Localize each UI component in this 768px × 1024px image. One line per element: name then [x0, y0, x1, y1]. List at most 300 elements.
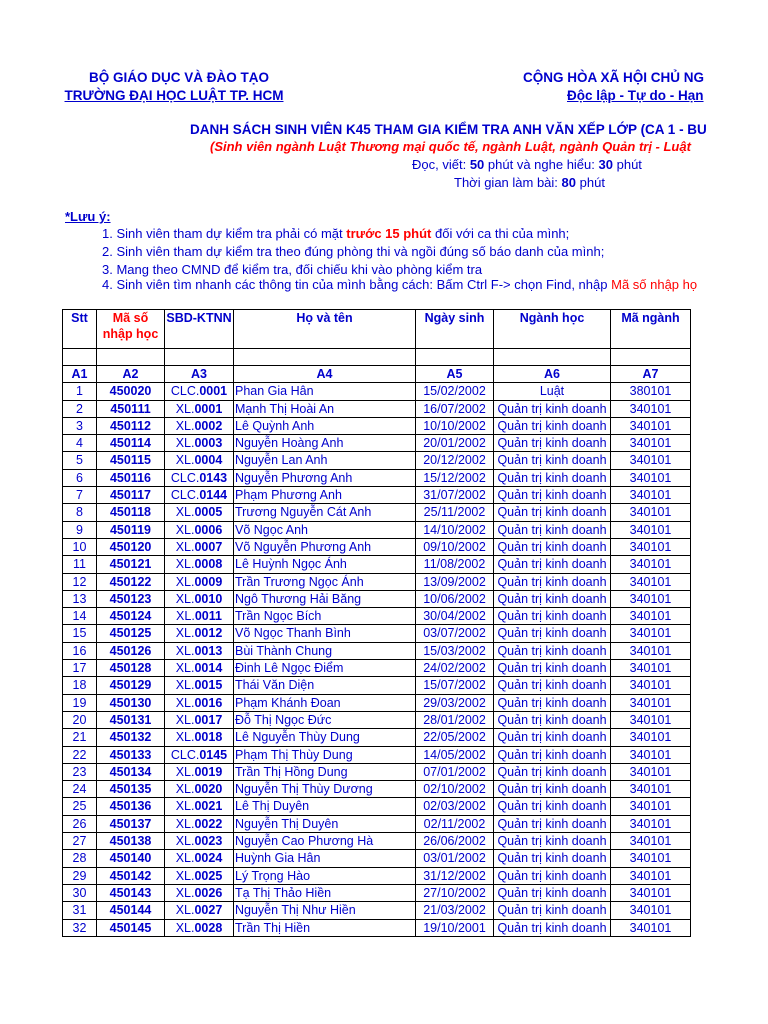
sbd-prefix: XL. — [175, 401, 195, 416]
col-header-sbd: SBD-KTNN — [165, 310, 234, 349]
cell-stt: 18 — [63, 677, 97, 694]
cell-dob: 30/04/2002 — [416, 608, 494, 625]
cell-major: Quản trị kinh doanh — [494, 729, 611, 746]
sbd-prefix: CLC. — [170, 747, 200, 762]
sbd-number: 0001 — [194, 401, 223, 416]
blank-cell — [234, 349, 416, 366]
cell-major-code: 340101 — [611, 884, 691, 901]
sbd-number: 0028 — [194, 920, 223, 935]
cell-major-code: 340101 — [611, 694, 691, 711]
table-row — [63, 833, 691, 850]
cell-stt: 12 — [63, 573, 97, 590]
cell-student-id: 450136 — [97, 798, 165, 815]
cell-name: Phạm Khánh Đoan — [234, 694, 416, 711]
cell-sbd — [165, 763, 234, 780]
cell-major-code: 340101 — [611, 867, 691, 884]
note-4-text: 4. Sinh viên tìm nhanh các thông tin của mình bằng cách: Bấm Ctrl F-> chọn Find, nhập — [102, 277, 608, 292]
cell-name: Tạ Thị Thảo Hiền — [234, 884, 416, 901]
cell-student-id: 450137 — [97, 815, 165, 832]
cell-name: Phạm Thị Thùy Dung — [234, 746, 416, 763]
cell-sbd — [165, 919, 234, 936]
table-row — [63, 452, 691, 469]
cell-sbd — [165, 417, 234, 434]
cell-dob: 16/07/2002 — [416, 400, 494, 417]
cell-name: Nguyễn Hoàng Anh — [234, 435, 416, 452]
cell-stt: 22 — [63, 746, 97, 763]
cell-dob: 28/01/2002 — [416, 711, 494, 728]
cell-major-code: 340101 — [611, 452, 691, 469]
cell-major-code: 340101 — [611, 538, 691, 555]
sbd-number: 0025 — [194, 868, 223, 883]
sbd-prefix: XL. — [175, 574, 195, 589]
blank-cell — [97, 349, 165, 366]
cell-dob: 09/10/2002 — [416, 538, 494, 555]
sbd-prefix: XL. — [176, 609, 195, 624]
cell-major: Quản trị kinh doanh — [494, 521, 611, 538]
listening-minutes: 30 — [598, 157, 613, 172]
table-row — [63, 746, 691, 763]
cell-name: Lê Nguyễn Thùy Dung — [234, 729, 416, 746]
cell-dob: 02/11/2002 — [416, 815, 494, 832]
cell-student-id: 450135 — [97, 781, 165, 798]
cell-name: Trương Nguyễn Cát Anh — [234, 504, 416, 521]
sbd-prefix: XL. — [175, 436, 195, 451]
cell-major: Quản trị kinh doanh — [494, 469, 611, 486]
cell-major-code: 380101 — [611, 383, 691, 400]
sbd-number: 0001 — [199, 384, 228, 399]
cell-dob: 07/01/2002 — [416, 763, 494, 780]
cell-name: Đinh Lê Ngọc Điểm — [234, 660, 416, 677]
cell-stt: 6 — [63, 469, 97, 486]
cell-major: Quản trị kinh doanh — [494, 867, 611, 884]
cell-sbd — [165, 538, 234, 555]
cell-major-code: 340101 — [611, 746, 691, 763]
cell-student-id: 450134 — [97, 763, 165, 780]
cell-dob: 21/03/2002 — [416, 902, 494, 919]
cell-student-id: 450131 — [97, 711, 165, 728]
sbd-number: 0005 — [194, 505, 223, 520]
table-row — [63, 729, 691, 746]
sbd-prefix: XL. — [175, 591, 195, 606]
table-row — [63, 694, 691, 711]
cell-major: Quản trị kinh doanh — [494, 677, 611, 694]
cell-name: Nguyễn Lan Anh — [234, 452, 416, 469]
cell-stt: 23 — [63, 763, 97, 780]
cell-major-code: 340101 — [611, 556, 691, 573]
sbd-prefix: XL. — [175, 764, 195, 779]
cell-major-code: 340101 — [611, 469, 691, 486]
column-code: A3 — [165, 366, 234, 383]
cell-name: Trần Thị Hiền — [234, 919, 416, 936]
cell-dob: 31/07/2002 — [416, 487, 494, 504]
table-row — [63, 625, 691, 642]
cell-major: Quản trị kinh doanh — [494, 417, 611, 434]
cell-sbd — [165, 383, 234, 400]
sbd-number: 0018 — [194, 730, 223, 745]
cell-sbd — [165, 884, 234, 901]
exam-time-suffix: phút — [579, 175, 605, 190]
cell-name: Trần Ngọc Bích — [234, 608, 416, 625]
cell-student-id: 450020 — [97, 383, 165, 400]
cell-dob: 24/02/2002 — [416, 660, 494, 677]
table-row — [63, 711, 691, 728]
cell-major: Quản trị kinh doanh — [494, 781, 611, 798]
cell-dob: 14/10/2002 — [416, 521, 494, 538]
sbd-number: 0143 — [199, 470, 228, 485]
col-header-name: Họ và tên — [234, 310, 416, 349]
cell-dob: 15/12/2002 — [416, 469, 494, 486]
cell-major: Quản trị kinh doanh — [494, 850, 611, 867]
cell-major-code: 340101 — [611, 729, 691, 746]
national-motto: Độc lập - Tự do - Hạn — [567, 88, 704, 103]
cell-student-id: 450112 — [97, 417, 165, 434]
cell-major: Quản trị kinh doanh — [494, 884, 611, 901]
cell-dob: 25/11/2002 — [416, 504, 494, 521]
cell-dob: 20/01/2002 — [416, 435, 494, 452]
cell-major-code: 340101 — [611, 833, 691, 850]
table-row — [63, 660, 691, 677]
sbd-number: 0015 — [194, 678, 223, 693]
blank-cell — [611, 349, 691, 366]
table-row — [63, 417, 691, 434]
cell-student-id: 450142 — [97, 867, 165, 884]
republic-name: CỘNG HÒA XÃ HỘI CHỦ NG — [523, 70, 705, 85]
cell-stt: 32 — [63, 919, 97, 936]
cell-dob: 14/05/2002 — [416, 746, 494, 763]
blank-cell — [494, 349, 611, 366]
cell-name: Thái Văn Diện — [234, 677, 416, 694]
cell-student-id: 450144 — [97, 902, 165, 919]
read-write-minutes: 50 — [469, 157, 485, 172]
cell-dob: 11/08/2002 — [416, 556, 494, 573]
cell-dob: 10/06/2002 — [416, 590, 494, 607]
note-4-emphasis: Mã số nhập họ — [611, 277, 698, 292]
cell-major: Quản trị kinh doanh — [494, 798, 611, 815]
cell-student-id: 450132 — [97, 729, 165, 746]
cell-major-code: 340101 — [611, 798, 691, 815]
cell-major: Quản trị kinh doanh — [494, 573, 611, 590]
sbd-number: 0017 — [194, 712, 223, 727]
cell-stt: 27 — [63, 833, 97, 850]
sbd-prefix: XL. — [175, 661, 195, 676]
cell-major: Quản trị kinh doanh — [494, 590, 611, 607]
cell-name: Phan Gia Hân — [234, 383, 416, 400]
blank-cell — [416, 349, 494, 366]
cell-sbd — [165, 746, 234, 763]
cell-sbd — [165, 902, 234, 919]
table-row — [63, 573, 691, 590]
cell-dob: 15/03/2002 — [416, 642, 494, 659]
cell-major: Quản trị kinh doanh — [494, 538, 611, 555]
sbd-prefix: CLC. — [170, 488, 200, 503]
note-2: 2. Sinh viên tham dự kiểm tra theo đúng phòng thi và ngồi đúng số báo danh của mình; — [102, 244, 605, 259]
sbd-prefix: XL. — [175, 539, 195, 554]
table-row — [63, 383, 691, 400]
cell-major-code: 340101 — [611, 625, 691, 642]
cell-stt: 15 — [63, 625, 97, 642]
note-3: 3. Mang theo CMND để kiểm tra, đối chiếu khi vào phòng kiểm tra — [102, 262, 483, 277]
cell-sbd — [165, 556, 234, 573]
cell-name: Lê Huỳnh Ngọc Ánh — [234, 556, 416, 573]
sbd-number: 0022 — [194, 816, 223, 831]
cell-major: Quản trị kinh doanh — [494, 556, 611, 573]
cell-student-id: 450133 — [97, 746, 165, 763]
cell-major-code: 340101 — [611, 677, 691, 694]
cell-student-id: 450119 — [97, 521, 165, 538]
cell-stt: 26 — [63, 815, 97, 832]
table-row — [63, 867, 691, 884]
cell-major-code: 340101 — [611, 902, 691, 919]
cell-major-code: 340101 — [611, 763, 691, 780]
sbd-prefix: XL. — [175, 557, 195, 572]
sbd-prefix: XL. — [175, 418, 195, 433]
column-code: A7 — [611, 366, 691, 383]
cell-stt: 3 — [63, 417, 97, 434]
cell-dob: 15/07/2002 — [416, 677, 494, 694]
cell-major-code: 340101 — [611, 608, 691, 625]
cell-dob: 19/10/2001 — [416, 919, 494, 936]
cell-sbd — [165, 521, 234, 538]
sbd-number: 0008 — [194, 557, 223, 572]
cell-sbd — [165, 677, 234, 694]
cell-dob: 26/06/2002 — [416, 833, 494, 850]
cell-student-id: 450116 — [97, 469, 165, 486]
table-header-row — [63, 310, 691, 349]
sbd-number: 0002 — [194, 418, 223, 433]
cell-student-id: 450129 — [97, 677, 165, 694]
cell-dob: 15/02/2002 — [416, 383, 494, 400]
cell-dob: 03/01/2002 — [416, 850, 494, 867]
cell-name: Lý Trọng Hào — [234, 867, 416, 884]
sbd-prefix: XL. — [175, 453, 195, 468]
cell-major-code: 340101 — [611, 573, 691, 590]
sbd-number: 0144 — [199, 488, 228, 503]
sbd-number: 0004 — [194, 453, 223, 468]
duration-suffix: phút — [616, 157, 642, 172]
cell-name: Nguyễn Thị Thùy Dương — [234, 781, 416, 798]
table-row — [63, 850, 691, 867]
cell-major: Quản trị kinh doanh — [494, 746, 611, 763]
cell-stt: 5 — [63, 452, 97, 469]
cell-stt: 31 — [63, 902, 97, 919]
cell-student-id: 450122 — [97, 573, 165, 590]
sbd-number: 0013 — [194, 643, 223, 658]
exam-time-minutes: 80 — [561, 175, 576, 190]
table-row — [63, 919, 691, 936]
cell-sbd — [165, 815, 234, 832]
table-row — [63, 781, 691, 798]
cell-stt: 9 — [63, 521, 97, 538]
cell-major: Quản trị kinh doanh — [494, 642, 611, 659]
notes-heading: *Lưu ý: — [65, 209, 111, 224]
cell-name: Phạm Phương Anh — [234, 487, 416, 504]
sbd-prefix: XL. — [175, 799, 195, 814]
sbd-number: 0027 — [194, 903, 223, 918]
cell-student-id: 450130 — [97, 694, 165, 711]
cell-name: Ngô Thương Hải Băng — [234, 590, 416, 607]
cell-name: Đỗ Thị Ngọc Đức — [234, 711, 416, 728]
cell-sbd — [165, 798, 234, 815]
table-row — [63, 902, 691, 919]
cell-major: Quản trị kinh doanh — [494, 487, 611, 504]
document-title: DANH SÁCH SINH VIÊN K45 THAM GIA KIỂM TRA ANH VĂN XẾP LỚP (CA 1 - BU — [190, 122, 707, 137]
sbd-prefix: XL. — [175, 505, 195, 520]
cell-student-id: 450128 — [97, 660, 165, 677]
cell-sbd — [165, 487, 234, 504]
sbd-number: 0007 — [194, 539, 223, 554]
cell-stt: 14 — [63, 608, 97, 625]
sbd-number: 0010 — [194, 591, 223, 606]
col-header-major-code: Mã ngành — [611, 310, 691, 349]
cell-major: Quản trị kinh doanh — [494, 608, 611, 625]
cell-major-code: 340101 — [611, 435, 691, 452]
table-row — [63, 677, 691, 694]
cell-student-id: 450115 — [97, 452, 165, 469]
cell-sbd — [165, 504, 234, 521]
cell-sbd — [165, 781, 234, 798]
note-1-suffix: đối với ca thi của mình; — [435, 226, 570, 241]
cell-sbd — [165, 833, 234, 850]
cell-major-code: 340101 — [611, 711, 691, 728]
duration-line — [412, 157, 642, 172]
sbd-number: 0012 — [194, 626, 223, 641]
column-code: A5 — [416, 366, 494, 383]
cell-student-id: 450111 — [97, 400, 165, 417]
cell-stt: 8 — [63, 504, 97, 521]
cell-major: Quản trị kinh doanh — [494, 815, 611, 832]
cell-sbd — [165, 694, 234, 711]
table-row — [63, 521, 691, 538]
cell-major: Quản trị kinh doanh — [494, 660, 611, 677]
cell-major-code: 340101 — [611, 642, 691, 659]
university-name: TRƯỜNG ĐẠI HỌC LUẬT TP. HCM — [64, 88, 284, 103]
cell-student-id: 450126 — [97, 642, 165, 659]
cell-major: Quản trị kinh doanh — [494, 504, 611, 521]
cell-student-id: 450114 — [97, 435, 165, 452]
cell-stt: 29 — [63, 867, 97, 884]
cell-major-code: 340101 — [611, 521, 691, 538]
cell-stt: 1 — [63, 383, 97, 400]
cell-dob: 03/07/2002 — [416, 625, 494, 642]
cell-name: Trần Thị Hồng Dung — [234, 763, 416, 780]
cell-sbd — [165, 867, 234, 884]
cell-student-id: 450138 — [97, 833, 165, 850]
cell-major-code: 340101 — [611, 400, 691, 417]
sbd-number: 0014 — [194, 661, 223, 676]
cell-stt: 10 — [63, 538, 97, 555]
cell-dob: 10/10/2002 — [416, 417, 494, 434]
cell-sbd — [165, 452, 234, 469]
cell-major: Quản trị kinh doanh — [494, 400, 611, 417]
cell-dob: 29/03/2002 — [416, 694, 494, 711]
cell-name: Trần Trương Ngọc Ánh — [234, 573, 416, 590]
cell-student-id: 450120 — [97, 538, 165, 555]
cell-major-code: 340101 — [611, 487, 691, 504]
cell-major: Quản trị kinh doanh — [494, 763, 611, 780]
cell-stt: 28 — [63, 850, 97, 867]
sbd-number: 0006 — [194, 522, 223, 537]
column-code: A4 — [234, 366, 416, 383]
sbd-prefix: XL. — [175, 851, 195, 866]
table-blank-row — [63, 349, 691, 366]
cell-stt: 30 — [63, 884, 97, 901]
duration-prefix: Đọc, viết: — [412, 157, 467, 172]
cell-major-code: 340101 — [611, 417, 691, 434]
cell-stt: 11 — [63, 556, 97, 573]
sbd-number: 0003 — [194, 436, 223, 451]
sbd-number: 0023 — [194, 834, 223, 849]
cell-stt: 24 — [63, 781, 97, 798]
cell-major: Quản trị kinh doanh — [494, 452, 611, 469]
cell-major-code: 340101 — [611, 815, 691, 832]
table-row — [63, 815, 691, 832]
cell-dob: 20/12/2002 — [416, 452, 494, 469]
cell-major: Quản trị kinh doanh — [494, 902, 611, 919]
cell-name: Mạnh Thị Hoài An — [234, 400, 416, 417]
sbd-prefix: XL. — [175, 626, 195, 641]
sbd-prefix: XL. — [175, 730, 195, 745]
table-row — [63, 504, 691, 521]
cell-name: Huỳnh Gia Hân — [234, 850, 416, 867]
cell-name: Nguyễn Thị Như Hiền — [234, 902, 416, 919]
duration-mid: phút và nghe hiểu: — [487, 157, 595, 172]
table-row — [63, 590, 691, 607]
cell-sbd — [165, 729, 234, 746]
cell-stt: 20 — [63, 711, 97, 728]
sbd-prefix: XL. — [175, 885, 195, 900]
sbd-number: 0145 — [199, 747, 228, 762]
cell-sbd — [165, 435, 234, 452]
sbd-number: 0026 — [194, 885, 223, 900]
cell-name: Lê Thị Duyên — [234, 798, 416, 815]
sbd-prefix: XL. — [175, 920, 195, 935]
note-4 — [102, 277, 697, 292]
cell-dob: 22/05/2002 — [416, 729, 494, 746]
note-1 — [102, 226, 569, 241]
sbd-prefix: XL. — [175, 678, 195, 693]
cell-sbd — [165, 590, 234, 607]
cell-name: Nguyễn Thị Duyên — [234, 815, 416, 832]
note-1-emphasis: trước 15 phút — [346, 226, 432, 241]
cell-student-id: 450124 — [97, 608, 165, 625]
cell-sbd — [165, 469, 234, 486]
sbd-prefix: CLC. — [170, 384, 200, 399]
sbd-prefix: XL. — [175, 695, 195, 710]
cell-stt: 19 — [63, 694, 97, 711]
cell-major: Luật — [494, 383, 611, 400]
cell-major: Quản trị kinh doanh — [494, 833, 611, 850]
cell-major-code: 340101 — [611, 660, 691, 677]
cell-stt: 17 — [63, 660, 97, 677]
cell-name: Lê Quỳnh Anh — [234, 417, 416, 434]
table-row — [63, 798, 691, 815]
cell-major: Quản trị kinh doanh — [494, 919, 611, 936]
cell-dob: 31/12/2002 — [416, 867, 494, 884]
sbd-number: 0024 — [194, 851, 223, 866]
document-subtitle: (Sinh viên ngành Luật Thương mại quốc tế, ngành Luật, ngành Quản trị - Luật — [210, 139, 691, 154]
sbd-number: 0021 — [194, 799, 223, 814]
sbd-prefix: XL. — [175, 903, 195, 918]
cell-student-id: 450117 — [97, 487, 165, 504]
table-row — [63, 435, 691, 452]
cell-name: Võ Ngọc Anh — [234, 521, 416, 538]
cell-student-id: 450125 — [97, 625, 165, 642]
col-header-stt: Stt — [63, 310, 97, 349]
cell-name: Võ Nguyễn Phương Anh — [234, 538, 416, 555]
column-code-row — [63, 366, 691, 383]
sbd-prefix: XL. — [175, 868, 195, 883]
sbd-prefix: XL. — [175, 782, 195, 797]
